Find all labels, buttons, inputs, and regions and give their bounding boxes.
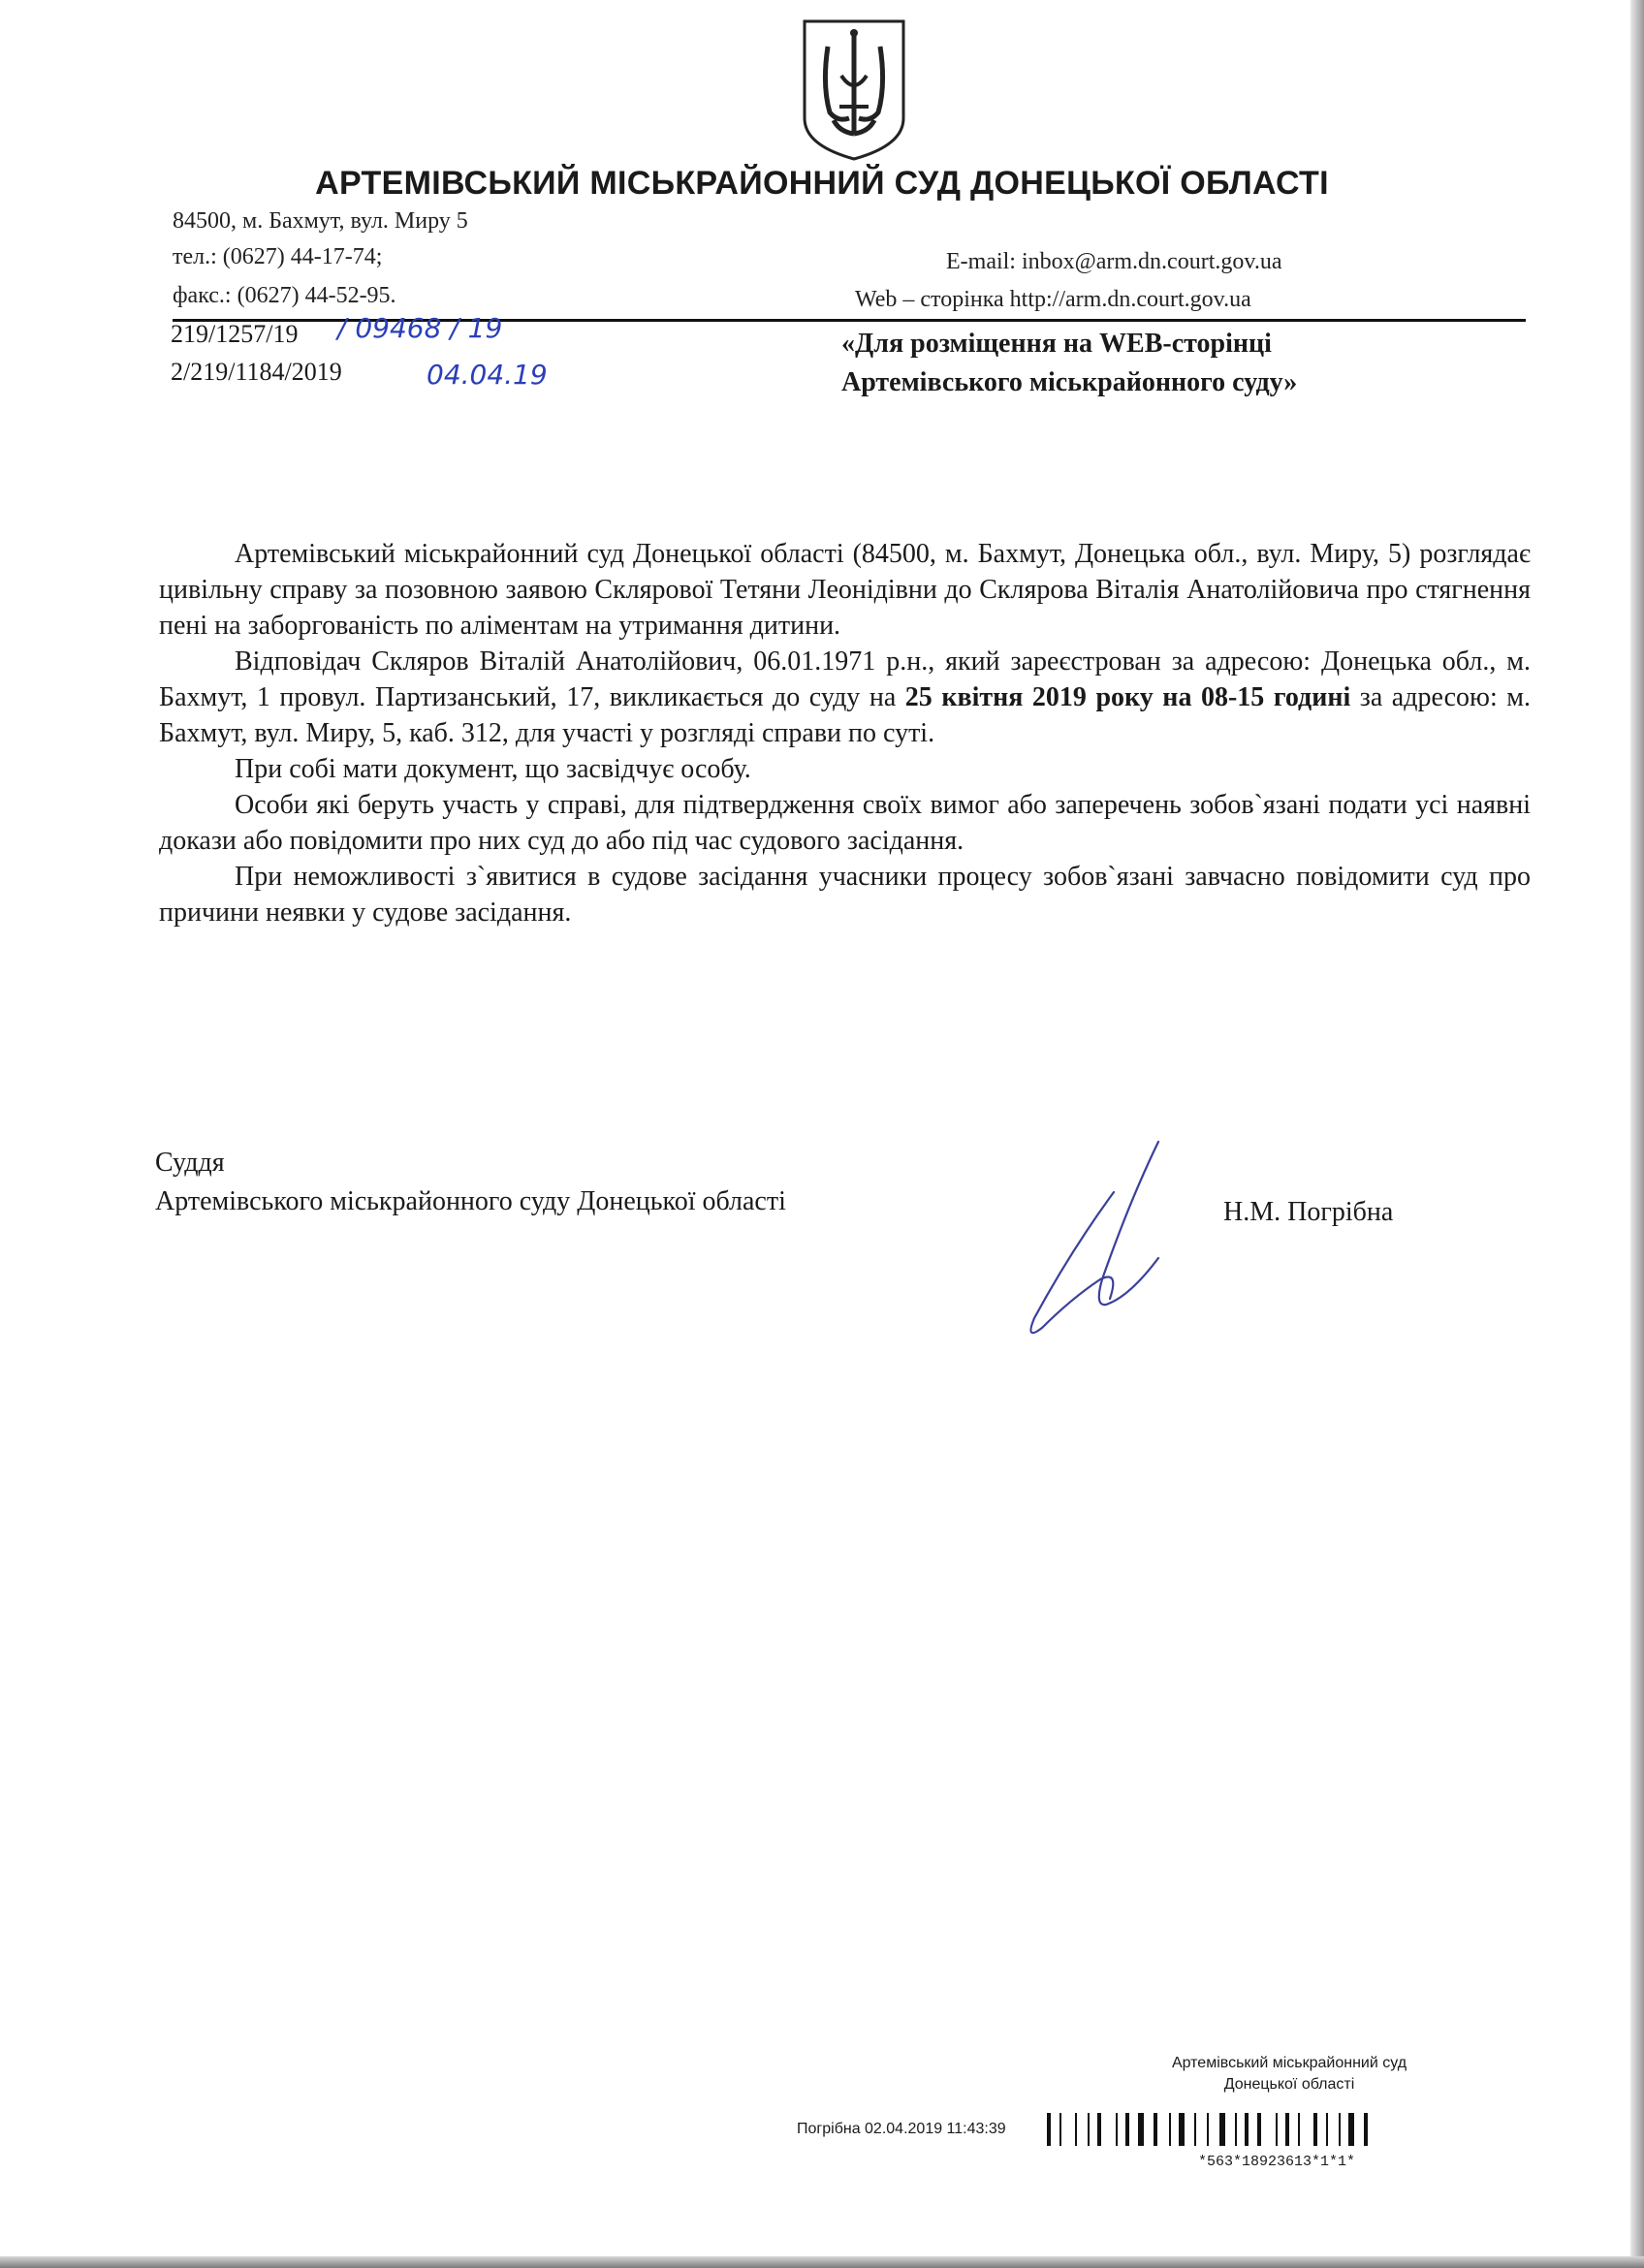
paragraph-3: При собі мати документ, що засвідчує особу. <box>235 754 751 784</box>
handwritten-signature <box>1013 1134 1192 1347</box>
handwritten-registration-date: 04.04.19 <box>427 359 548 391</box>
notice-body <box>159 536 1531 930</box>
page-edge-bottom <box>0 2256 1644 2268</box>
web-publication-note <box>841 325 1297 402</box>
court-address: 84500, м. Бахмут, вул. Миру 5 <box>173 208 468 234</box>
registration-stamp: Погрібна 02.04.2019 11:43:39 <box>797 2121 1006 2137</box>
judge-name: Н.М. Погрібна <box>1223 1197 1394 1227</box>
hearing-date: 25 квітня 2019 року на 08-15 годині <box>904 682 1351 712</box>
paragraph-5: При неможливості з`явитися в судове засідання учасники процесу зобов`язані завчасно повідомити суд про причини неявки у судове засідання. <box>159 862 1531 928</box>
registration-stamp-court <box>1124 2053 1454 2095</box>
judge-title-block <box>155 1144 786 1221</box>
paragraph-4: Особи які беруть участь у справі, для підтвердження своїх вимог або заперечень зобов`язані подати усі наявні докази або повідомити про них суд до або під час судового засідання. <box>159 790 1531 856</box>
court-title: АРТЕМІВСЬКИЙ МІСЬКРАЙОННИЙ СУД ДОНЕЦЬКОЇ ОБЛАСТІ <box>315 165 1329 202</box>
case-number-2: 2/219/1184/2019 <box>171 358 342 386</box>
paragraph-2 <box>159 644 1531 751</box>
judge-court: Артемівського міськрайонного суду Донецької області <box>155 1186 786 1216</box>
web-note-line-1: «Для розміщення на WEB-сторінці <box>841 329 1272 359</box>
handwritten-registration-number: / 09468 / 19 <box>337 312 503 344</box>
web-note-line-2: Артемівського міськрайонного суду» <box>841 367 1298 397</box>
paragraph-2-text-b: за адресою: м. Бахмут, вул. Миру, 5, каб. 312, для участі у розгляді справи по суті. <box>159 682 1531 748</box>
barcode-number: *563*18923613*1*1* <box>1198 2154 1356 2170</box>
page-edge-right <box>1630 0 1644 2268</box>
paragraph-2-text-a: Відповідач Скляров Віталій Анатолійович, 06.01.1971 р.н., який зареєстрован за адресою: Донецька обл., м. Бахмут, 1 провул. Партизанський, 17, викликається до суду на <box>159 646 1531 712</box>
court-email: E-mail: inbox@arm.dn.court.gov.ua <box>946 249 1282 274</box>
barcode <box>1047 2113 1522 2152</box>
stamp-court-line-1: Артемівський міськрайонний суд <box>1171 2055 1407 2071</box>
coat-of-arms-icon <box>801 17 907 163</box>
court-phone: тел.: (0627) 44-17-74; <box>173 244 383 269</box>
paragraph-1: Артемівський міськрайонний суд Донецької області (84500, м. Бахмут, Донецька обл., вул. Миру, 5) розглядає цивільну справу за позовною заявою Склярової Тетяни Леонідівни до Склярова Віталія Анатолійовича про стягнення пені на заборгованість по аліментам на утримання дитини. <box>159 539 1531 641</box>
judge-title: Суддя <box>155 1148 225 1178</box>
court-website: Web – сторінка http://arm.dn.court.gov.ua <box>855 287 1251 312</box>
court-fax: факс.: (0627) 44-52-95. <box>173 283 396 308</box>
stamp-court-line-2: Донецької області <box>1223 2076 1355 2093</box>
case-number-1: 219/1257/19 <box>171 320 299 348</box>
